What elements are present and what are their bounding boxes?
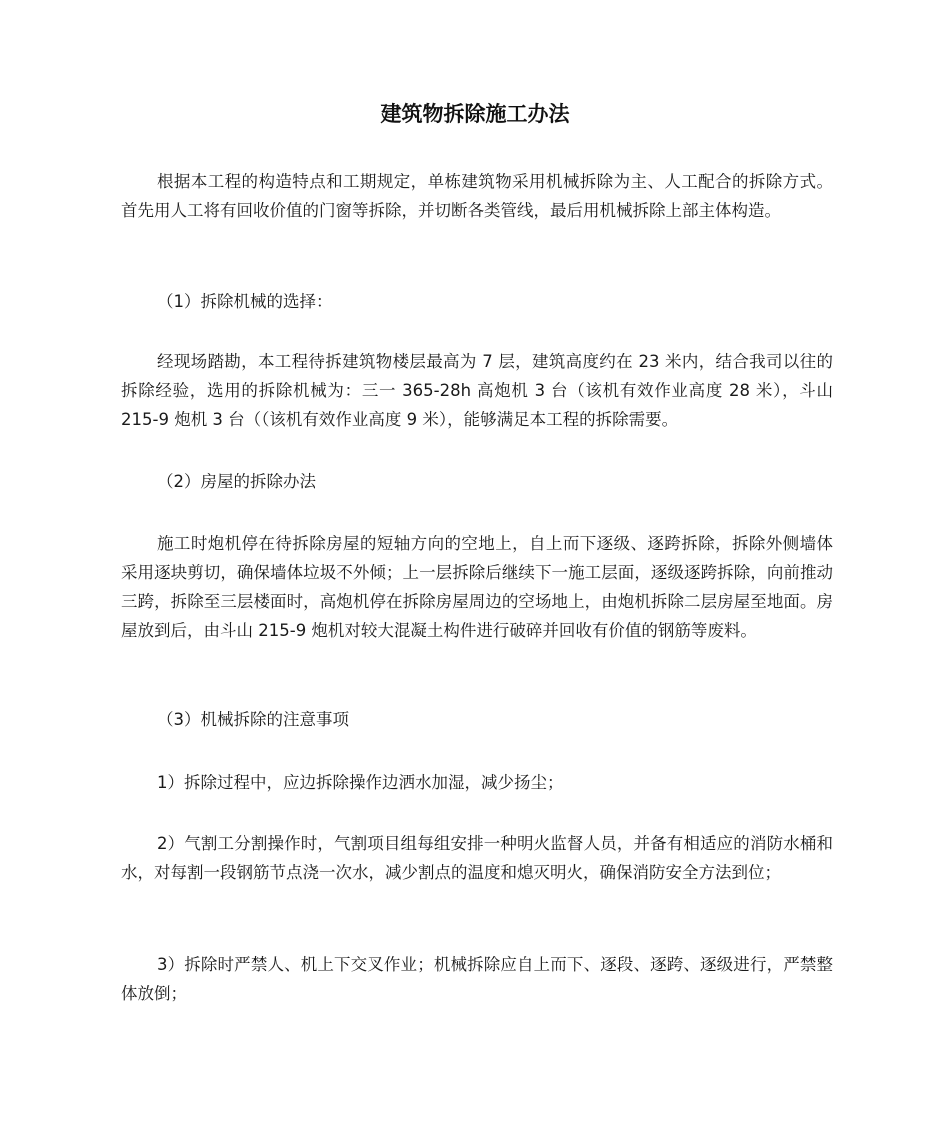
list-item-precaution-3: 3）拆除时严禁人、机上下交叉作业；机械拆除应自上而下、逐段、逐跨、逐级进行，严禁整体放倒； [121,955,833,1003]
paragraph-intro: 根据本工程的构造特点和工期规定，单栋建筑物采用机械拆除为主、人工配合的拆除方式。首先用人工将有回收价值的门窗等拆除，并切断各类管线，最后用机械拆除上部主体构造。 [121,172,833,220]
paragraph-machine-selection: 经现场踏勘，本工程待拆建筑物楼层最高为 7 层，建筑高度约在 23 米内，结合我司以往的拆除经验，选用的拆除机械为：三一 365-28h 高炮机 3 台（该机有效作业高度 28 米），斗山 215-9 炮机 3 台（（该机有效作业高度 9 米），能够满足本工程的拆除需要。 [121,352,833,429]
paragraph-demolition-method: 施工时炮机停在待拆除房屋的短轴方向的空地上，自上而下逐级、逐跨拆除，拆除外侧墙体采用逐块剪切，确保墙体垃圾不外倾；上一层拆除后继续下一施工层面，逐级逐跨拆除，向前推动三跨，拆除至三层楼面时，高炮机停在拆除房屋周边的空场地上，由炮机拆除二层房屋至地面。房屋放到后，由斗山 215-9 炮机对较大混凝土构件进行破碎并回收有价值的钢筋等废料。 [121,534,833,640]
section-heading-precautions: （3）机械拆除的注意事项 [157,710,349,729]
list-item-precaution-2: 2）气割工分割操作时，气割项目组每组安排一种明火监督人员，并备有相适应的消防水桶和水，对每割一段钢筋节点浇一次水，减少割点的温度和熄灭明火，确保消防安全方法到位； [121,834,833,882]
section-heading-demolition-method: （2）房屋的拆除办法 [157,472,316,491]
list-item-precaution-1: 1）拆除过程中，应边拆除操作边洒水加湿，减少扬尘； [157,773,564,792]
document-title: 建筑物拆除施工办法 [380,102,570,126]
section-heading-machine-selection: （1）拆除机械的选择： [157,292,333,311]
